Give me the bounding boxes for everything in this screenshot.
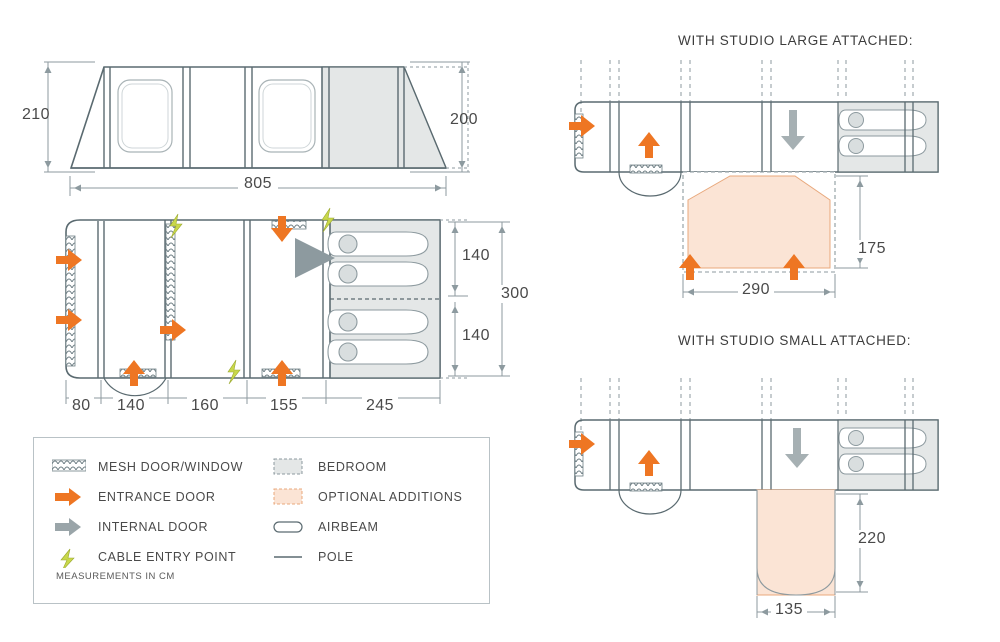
dim-elevation-height-right: 200 (450, 111, 478, 128)
legend-item-entrance (52, 482, 267, 512)
dim-elevation-height-left: 210 (22, 106, 50, 123)
legend-label: CABLE ENTRY POINT (98, 550, 237, 564)
studio-small-title: WITH STUDIO SMALL ATTACHED: (678, 333, 912, 348)
dim-studio-large-depth: 175 (855, 240, 889, 258)
optional-additions-icon (272, 488, 306, 506)
legend-label: MESH DOOR/WINDOW (98, 460, 244, 474)
dim-studio-small-width: 135 (771, 601, 807, 619)
pole-icon (272, 548, 306, 566)
legend-label: BEDROOM (318, 460, 387, 474)
bedroom-icon (272, 458, 306, 476)
internal-door-icon (52, 518, 86, 536)
legend-item-pole (272, 542, 482, 572)
legend-item-cable (52, 542, 267, 572)
dim-studio-large-width: 290 (738, 281, 774, 299)
legend-item-optional (272, 482, 482, 512)
dim-elevation-width: 805 (238, 175, 278, 193)
legend-footnote: MEASUREMENTS IN CM (56, 571, 175, 582)
legend-column-right (272, 452, 482, 572)
dim-plan-depth-top: 140 (459, 247, 493, 265)
dim-plan-seg-2: 140 (113, 397, 149, 415)
legend-item-internal (52, 512, 267, 542)
airbeam-icon (272, 518, 306, 536)
dim-plan-seg-4: 155 (266, 397, 302, 415)
dim-plan-seg-1: 80 (69, 397, 94, 415)
entrance-door-icon (52, 488, 86, 506)
legend-label: OPTIONAL ADDITIONS (318, 490, 463, 504)
legend-label: ENTRANCE DOOR (98, 490, 216, 504)
legend-label: POLE (318, 550, 354, 564)
legend-label: AIRBEAM (318, 520, 379, 534)
dim-plan-seg-3: 160 (187, 397, 223, 415)
cable-entry-point-icon (52, 548, 86, 566)
dim-plan-depth-total: 300 (498, 285, 532, 303)
legend-item-airbeam (272, 512, 482, 542)
studio-large-view (569, 60, 938, 298)
dim-plan-depth-bottom: 140 (459, 327, 493, 345)
studio-large-title: WITH STUDIO LARGE ATTACHED: (678, 33, 914, 48)
legend-item-bedroom (272, 452, 482, 482)
legend-column-left (52, 452, 267, 572)
mesh-door-window-icon (52, 458, 86, 476)
floor-plan-view (56, 208, 510, 404)
studio-small-view (569, 378, 938, 618)
legend-label: INTERNAL DOOR (98, 520, 209, 534)
dim-studio-small-depth: 220 (855, 530, 889, 548)
dim-plan-seg-5: 245 (362, 397, 398, 415)
legend (33, 437, 490, 604)
legend-item-mesh (52, 452, 267, 482)
